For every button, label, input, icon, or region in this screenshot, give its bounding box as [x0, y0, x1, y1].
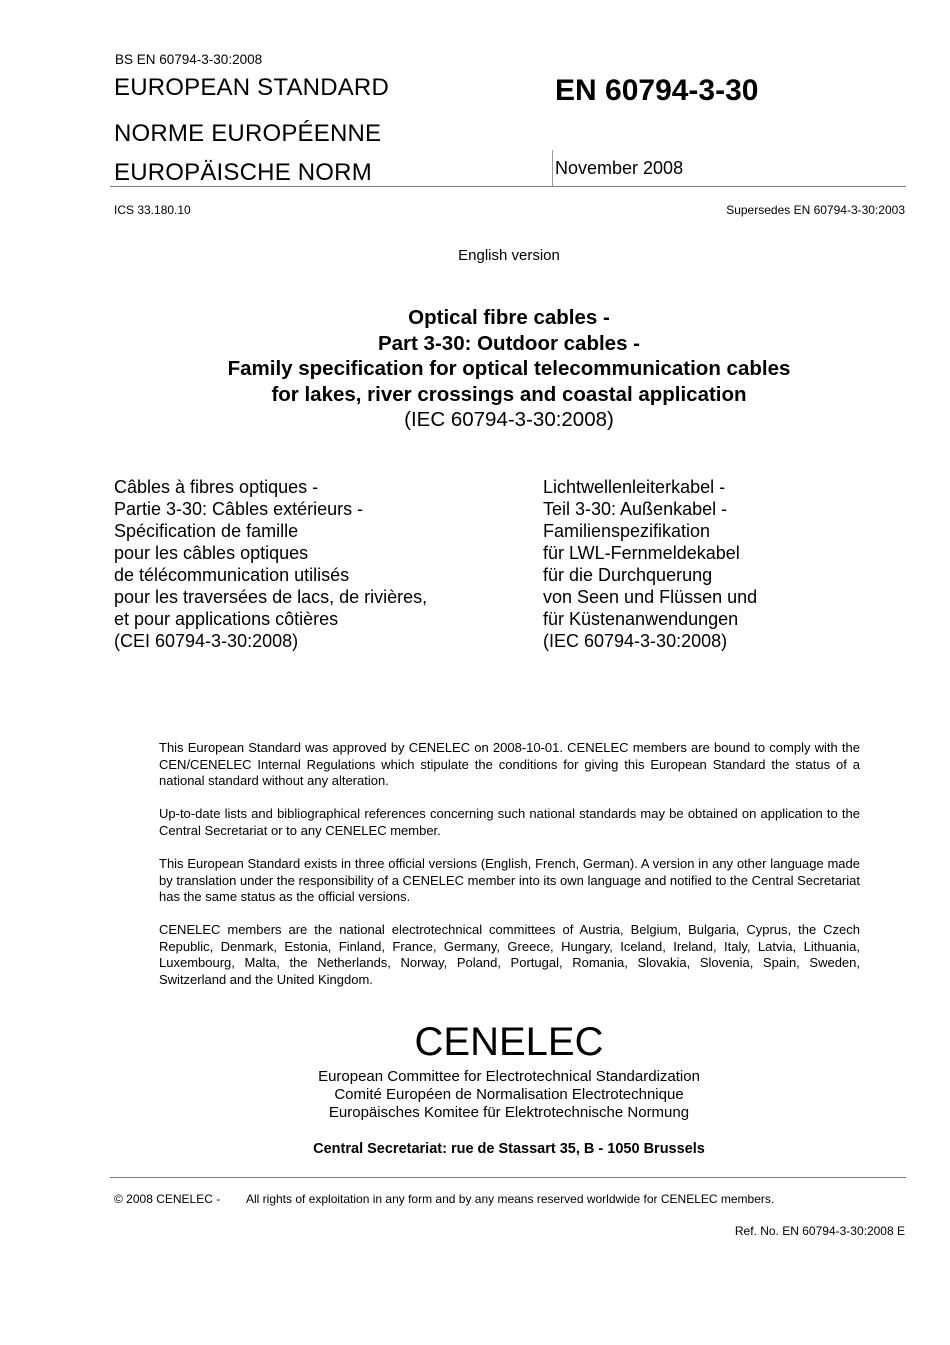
title-fr-line: de télécommunication utilisés [114, 565, 350, 585]
footer-divider [110, 1177, 906, 1178]
approval-note [159, 740, 860, 790]
document-title [0, 305, 950, 433]
bs-reference: BS EN 60794-3-30:2008 [115, 52, 263, 67]
title-fr-line: Spécification de famille [114, 521, 299, 541]
header-vertical-divider [552, 150, 553, 187]
title-de-line: Familienspezifikation [543, 521, 711, 541]
title-de-line: für die Durchquerung [543, 565, 713, 585]
title-de-line: Teil 3-30: Außenkabel - [543, 499, 728, 519]
organization-name: CENELEC [414, 1020, 604, 1064]
supersedes-note: Supersedes EN 60794-3-30:2003 [726, 203, 905, 217]
title-line: for lakes, river crossings and coastal application [271, 382, 747, 406]
references-note [159, 806, 860, 839]
title-de-line: für LWL-Fernmeldekabel [543, 543, 740, 563]
secretariat-address: Central Secretariat: rue de Stassart 35, B - 1050 Brussels [313, 1141, 705, 1157]
title-fr-line: pour les câbles optiques [114, 543, 309, 563]
organization-name-fr: Comité Européen de Normalisation Electrotechnique [334, 1086, 684, 1103]
standard-number: EN 60794-3-30 [555, 74, 759, 107]
title-line: Optical fibre cables - [408, 306, 610, 329]
ics-code: ICS 33.180.10 [114, 203, 191, 217]
standard-name-fr: NORME EUROPÉENNE [114, 120, 382, 147]
publication-date: November 2008 [555, 158, 684, 178]
versions-note [159, 856, 860, 906]
reference-number: Ref. No. EN 60794-3-30:2008 E [734, 1224, 905, 1238]
note-paragraph: CENELEC members are the national electrotechnical committees of Austria, Belgium, Bulgaria, Cyprus, the Czech Republic, Denmark, Estonia, Finland, France, Germany, Greece, Hungary, Iceland, Ireland, Italy, Latvia, Lithuania, Luxembourg, Malta, the Netherlands, Norway, Poland, Portugal, Romania, Slovakia, Slovenia, Spain, Sweden, Switzerland and the United Kingdom. [159, 922, 860, 987]
standard-name-en: EUROPEAN STANDARD [114, 74, 389, 101]
title-fr-line: et pour applications côtières [114, 609, 339, 629]
title-de-line: Lichtwellenleiterkabel - [543, 477, 726, 497]
title-german [543, 476, 757, 652]
organization-name-de: Europäisches Komitee für Elektrotechnische Normung [328, 1104, 690, 1121]
title-fr-line: (CEI 60794-3-30:2008) [114, 631, 299, 651]
title-de-line: für Küstenanwendungen [543, 609, 739, 629]
title-french [114, 476, 427, 652]
standard-name-de: EUROPÄISCHE NORM [114, 159, 372, 186]
title-de-line: von Seen und Flüssen und [543, 587, 758, 607]
rights-statement: All rights of exploitation in any form and by any means reserved worldwide for CENELEC members. [246, 1192, 775, 1206]
members-note [159, 922, 860, 988]
note-paragraph: This European Standard exists in three official versions (English, French, German). A version in any other language made by translation under the responsibility of a CENELEC member into its own language and notified to the Central Secretariat has the same status as the official versions. [159, 856, 860, 904]
note-paragraph: This European Standard was approved by CENELEC on 2008-10-01. CENELEC members are bound to comply with the CEN/CENELEC Internal Regulations which stipulate the conditions for giving this European Standard the status of a national standard without any alteration. [159, 740, 860, 788]
title-fr-line: pour les traversées de lacs, de rivières, [114, 587, 428, 607]
copyright: © 2008 CENELEC - [114, 1192, 221, 1206]
title-fr-line: Câbles à fibres optiques - [114, 477, 319, 497]
organization-full-names [0, 1068, 950, 1122]
note-paragraph: Up-to-date lists and bibliographical references concerning such national standards may be obtained on application to the Central Secretariat or to any CENELEC member. [159, 806, 860, 838]
language-version: English version [458, 247, 560, 264]
title-line: Family specification for optical telecommunication cables [227, 357, 791, 380]
title-fr-line: Partie 3-30: Câbles extérieurs - [114, 499, 364, 519]
title-de-line: (IEC 60794-3-30:2008) [543, 631, 728, 651]
title-iec-reference: (IEC 60794-3-30:2008) [404, 408, 614, 431]
title-line: Part 3-30: Outdoor cables - [377, 331, 640, 355]
organization-name-en: European Committee for Electrotechnical Standardization [318, 1068, 700, 1085]
header-divider [110, 186, 906, 187]
